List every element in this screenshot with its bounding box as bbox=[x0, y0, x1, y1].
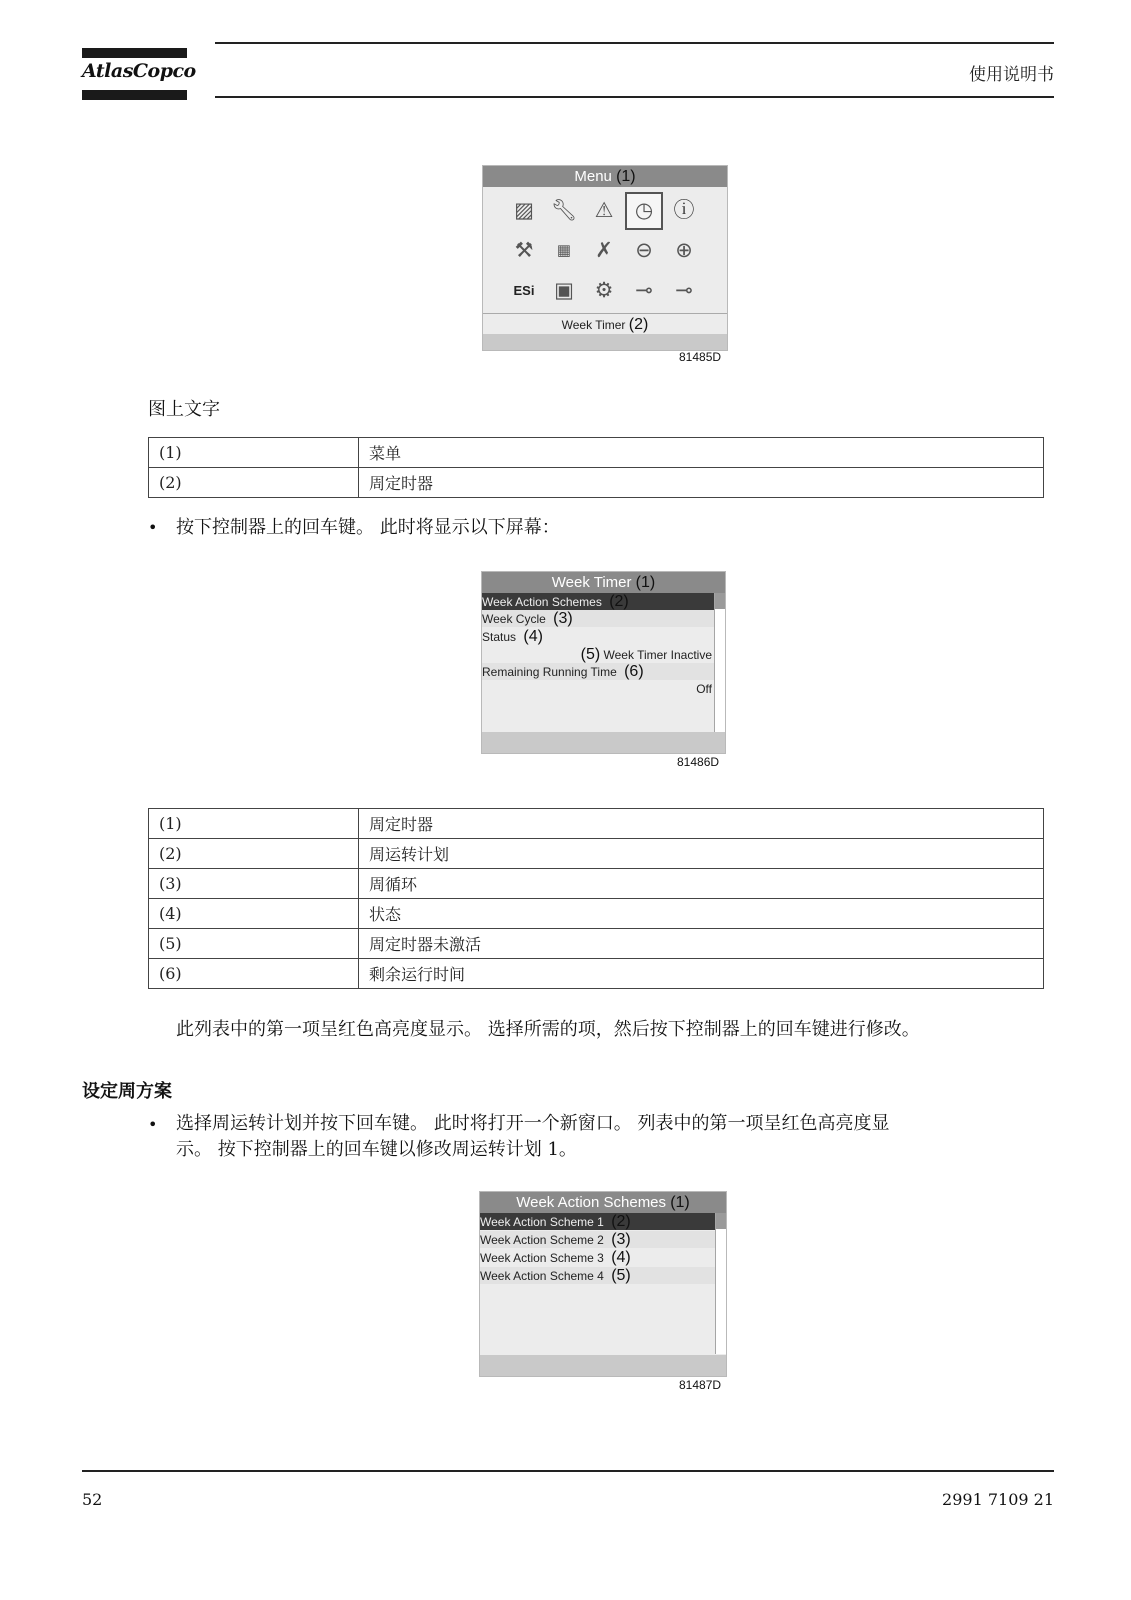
step-instruction-2-line-1: 选择周运转计划并按下回车键。 此时将打开一个新窗口。 列表中的第一项呈红色高亮度显 bbox=[176, 1113, 890, 1134]
info-icon[interactable]: ⓘ bbox=[673, 199, 695, 222]
table-row bbox=[149, 899, 1044, 929]
callout-4: (4) bbox=[523, 628, 543, 645]
menu-status-line bbox=[483, 313, 727, 335]
scrollbar-thumb[interactable] bbox=[716, 1213, 726, 1229]
callout-3: (3) bbox=[611, 1231, 631, 1248]
legend-key: (1) bbox=[149, 809, 359, 839]
table-row bbox=[149, 869, 1044, 899]
service-icon[interactable]: ⚒ bbox=[514, 239, 534, 262]
list-item[interactable] bbox=[482, 628, 714, 645]
list-item-label: Week Action Scheme 1 bbox=[480, 1215, 604, 1229]
status-value: Week Timer Inactive bbox=[603, 648, 712, 662]
legend-value: 状态 bbox=[359, 899, 1044, 929]
step-instruction-1: 按下控制器上的回车键。 此时将显示以下屏幕： bbox=[176, 517, 560, 538]
list-item-label: Remaining Running Time bbox=[482, 665, 617, 679]
week-timer-bottombar bbox=[482, 732, 725, 753]
callout-2: (2) bbox=[609, 593, 629, 610]
callout-2: (2) bbox=[611, 1213, 631, 1230]
week-action-schemes-screen-figure bbox=[479, 1191, 727, 1377]
callout-1: (1) bbox=[635, 574, 656, 591]
legend-key: (2) bbox=[149, 839, 359, 869]
callout-1: (1) bbox=[616, 168, 636, 185]
key-icon[interactable]: ⊸ bbox=[635, 279, 653, 302]
scrollbar[interactable] bbox=[715, 1213, 726, 1354]
scrollbar-thumb[interactable] bbox=[715, 593, 725, 609]
legend-value: 周运转计划 bbox=[359, 839, 1044, 869]
week-timer-title: Week Timer bbox=[551, 574, 632, 591]
list-item-label: Week Action Schemes bbox=[482, 595, 602, 609]
chart-icon[interactable]: ▨ bbox=[514, 199, 534, 222]
legend-key: (5) bbox=[149, 929, 359, 959]
legend-key: (1) bbox=[149, 438, 359, 468]
logo-bottom-bar bbox=[82, 90, 187, 100]
key2-icon[interactable]: ⊸ bbox=[675, 279, 693, 302]
table-row bbox=[149, 468, 1044, 498]
document-type: 使用说明书 bbox=[969, 65, 1054, 85]
input-icon[interactable]: ⊖ bbox=[635, 239, 653, 262]
section-heading: 设定周方案 bbox=[82, 1081, 172, 1102]
save-icon[interactable]: ▣ bbox=[554, 279, 574, 302]
callout-2: (2) bbox=[628, 316, 649, 333]
list-item[interactable] bbox=[482, 610, 714, 627]
callout-1: (1) bbox=[670, 1194, 690, 1211]
remaining-time-value-row bbox=[482, 681, 712, 698]
page-number: 52 bbox=[82, 1490, 103, 1509]
legend-value: 周定时器未激活 bbox=[359, 929, 1044, 959]
list-item-label: Week Action Scheme 2 bbox=[480, 1233, 604, 1247]
esi-icon[interactable]: ESi bbox=[513, 283, 535, 298]
footer-rule bbox=[82, 1470, 1054, 1472]
legend-key: (3) bbox=[149, 869, 359, 899]
week-timer-screen-figure bbox=[481, 571, 726, 754]
logo-brand-text: AtlasCopco bbox=[82, 60, 196, 82]
callout-3: (3) bbox=[553, 610, 573, 627]
legend-value: 菜单 bbox=[359, 438, 1044, 468]
legend-value: 周定时器 bbox=[359, 809, 1044, 839]
figure-id: 81485D bbox=[679, 350, 722, 364]
callout-6: (6) bbox=[624, 663, 644, 680]
schemes-title: Week Action Schemes bbox=[516, 1194, 667, 1211]
legend-value: 周循环 bbox=[359, 869, 1044, 899]
legend-table-2 bbox=[148, 808, 1044, 989]
bullet-marker: • bbox=[148, 1115, 158, 1134]
header-rule-bottom bbox=[215, 96, 1054, 98]
callout-5: (5) bbox=[580, 646, 601, 663]
menu-bottombar bbox=[483, 334, 727, 350]
legend-key: (4) bbox=[149, 899, 359, 929]
table-row bbox=[149, 929, 1044, 959]
bullet-marker: • bbox=[148, 518, 158, 537]
step-instruction-2-line-2: 示。 按下控制器上的回车键以修改周运转计划 1。 bbox=[176, 1139, 577, 1160]
output-icon[interactable]: ⊕ bbox=[675, 239, 693, 262]
highlight-note: 此列表中的第一项呈红色高亮度显示。 选择所需的项，然后按下控制器上的回车键进行修改。 bbox=[176, 1019, 920, 1040]
gear-icon[interactable]: ⚙ bbox=[594, 279, 614, 302]
callout-4: (4) bbox=[611, 1249, 631, 1266]
week-timer-titlebar bbox=[482, 572, 725, 593]
callout-5: (5) bbox=[611, 1267, 631, 1284]
list-item-label: Status bbox=[482, 630, 517, 644]
trend-icon[interactable]: ✗ bbox=[595, 239, 613, 262]
menu-selected-item: Week Timer bbox=[561, 318, 626, 332]
list-item[interactable] bbox=[480, 1249, 715, 1266]
document-number: 2991 7109 21 bbox=[942, 1490, 1054, 1509]
table-row bbox=[149, 839, 1044, 869]
menu-title: Menu bbox=[574, 168, 612, 185]
list-item-label: Week Action Scheme 3 bbox=[480, 1251, 604, 1265]
legend-table-1 bbox=[148, 437, 1044, 498]
atlas-copco-logo bbox=[82, 48, 196, 100]
list-item[interactable] bbox=[482, 593, 714, 610]
legend-key: (6) bbox=[149, 959, 359, 989]
list-item-label: Week Cycle bbox=[482, 612, 546, 626]
list-item-label: Week Action Scheme 4 bbox=[480, 1269, 604, 1283]
schemes-titlebar bbox=[480, 1192, 726, 1213]
wrench-icon[interactable]: 🔧︎ bbox=[550, 199, 578, 222]
table-row bbox=[149, 959, 1044, 989]
list-item[interactable] bbox=[482, 663, 714, 680]
menu-screen-figure bbox=[482, 165, 728, 351]
clock-icon[interactable]: ◷ bbox=[625, 192, 663, 230]
figure-id: 81486D bbox=[677, 755, 720, 769]
menu-titlebar bbox=[483, 166, 727, 187]
counter-icon[interactable]: ▦ bbox=[556, 242, 572, 259]
legend-value: 剩余运行时间 bbox=[359, 959, 1044, 989]
legend-value: 周定时器 bbox=[359, 468, 1044, 498]
header-rule-top bbox=[215, 42, 1054, 44]
list-item[interactable] bbox=[480, 1213, 715, 1230]
list-item[interactable] bbox=[480, 1267, 715, 1284]
table-row bbox=[149, 809, 1044, 839]
table-row bbox=[149, 438, 1044, 468]
schemes-bottombar bbox=[480, 1355, 726, 1376]
warning-icon[interactable]: ⚠ bbox=[594, 199, 614, 222]
figure-caption: 图上文字 bbox=[148, 399, 220, 420]
scrollbar[interactable] bbox=[714, 593, 725, 732]
list-item[interactable] bbox=[480, 1231, 715, 1248]
remaining-time-value: Off bbox=[696, 682, 712, 696]
status-value-row bbox=[482, 646, 712, 663]
figure-id: 81487D bbox=[679, 1378, 722, 1392]
logo-top-bar bbox=[82, 48, 187, 58]
legend-key: (2) bbox=[149, 468, 359, 498]
